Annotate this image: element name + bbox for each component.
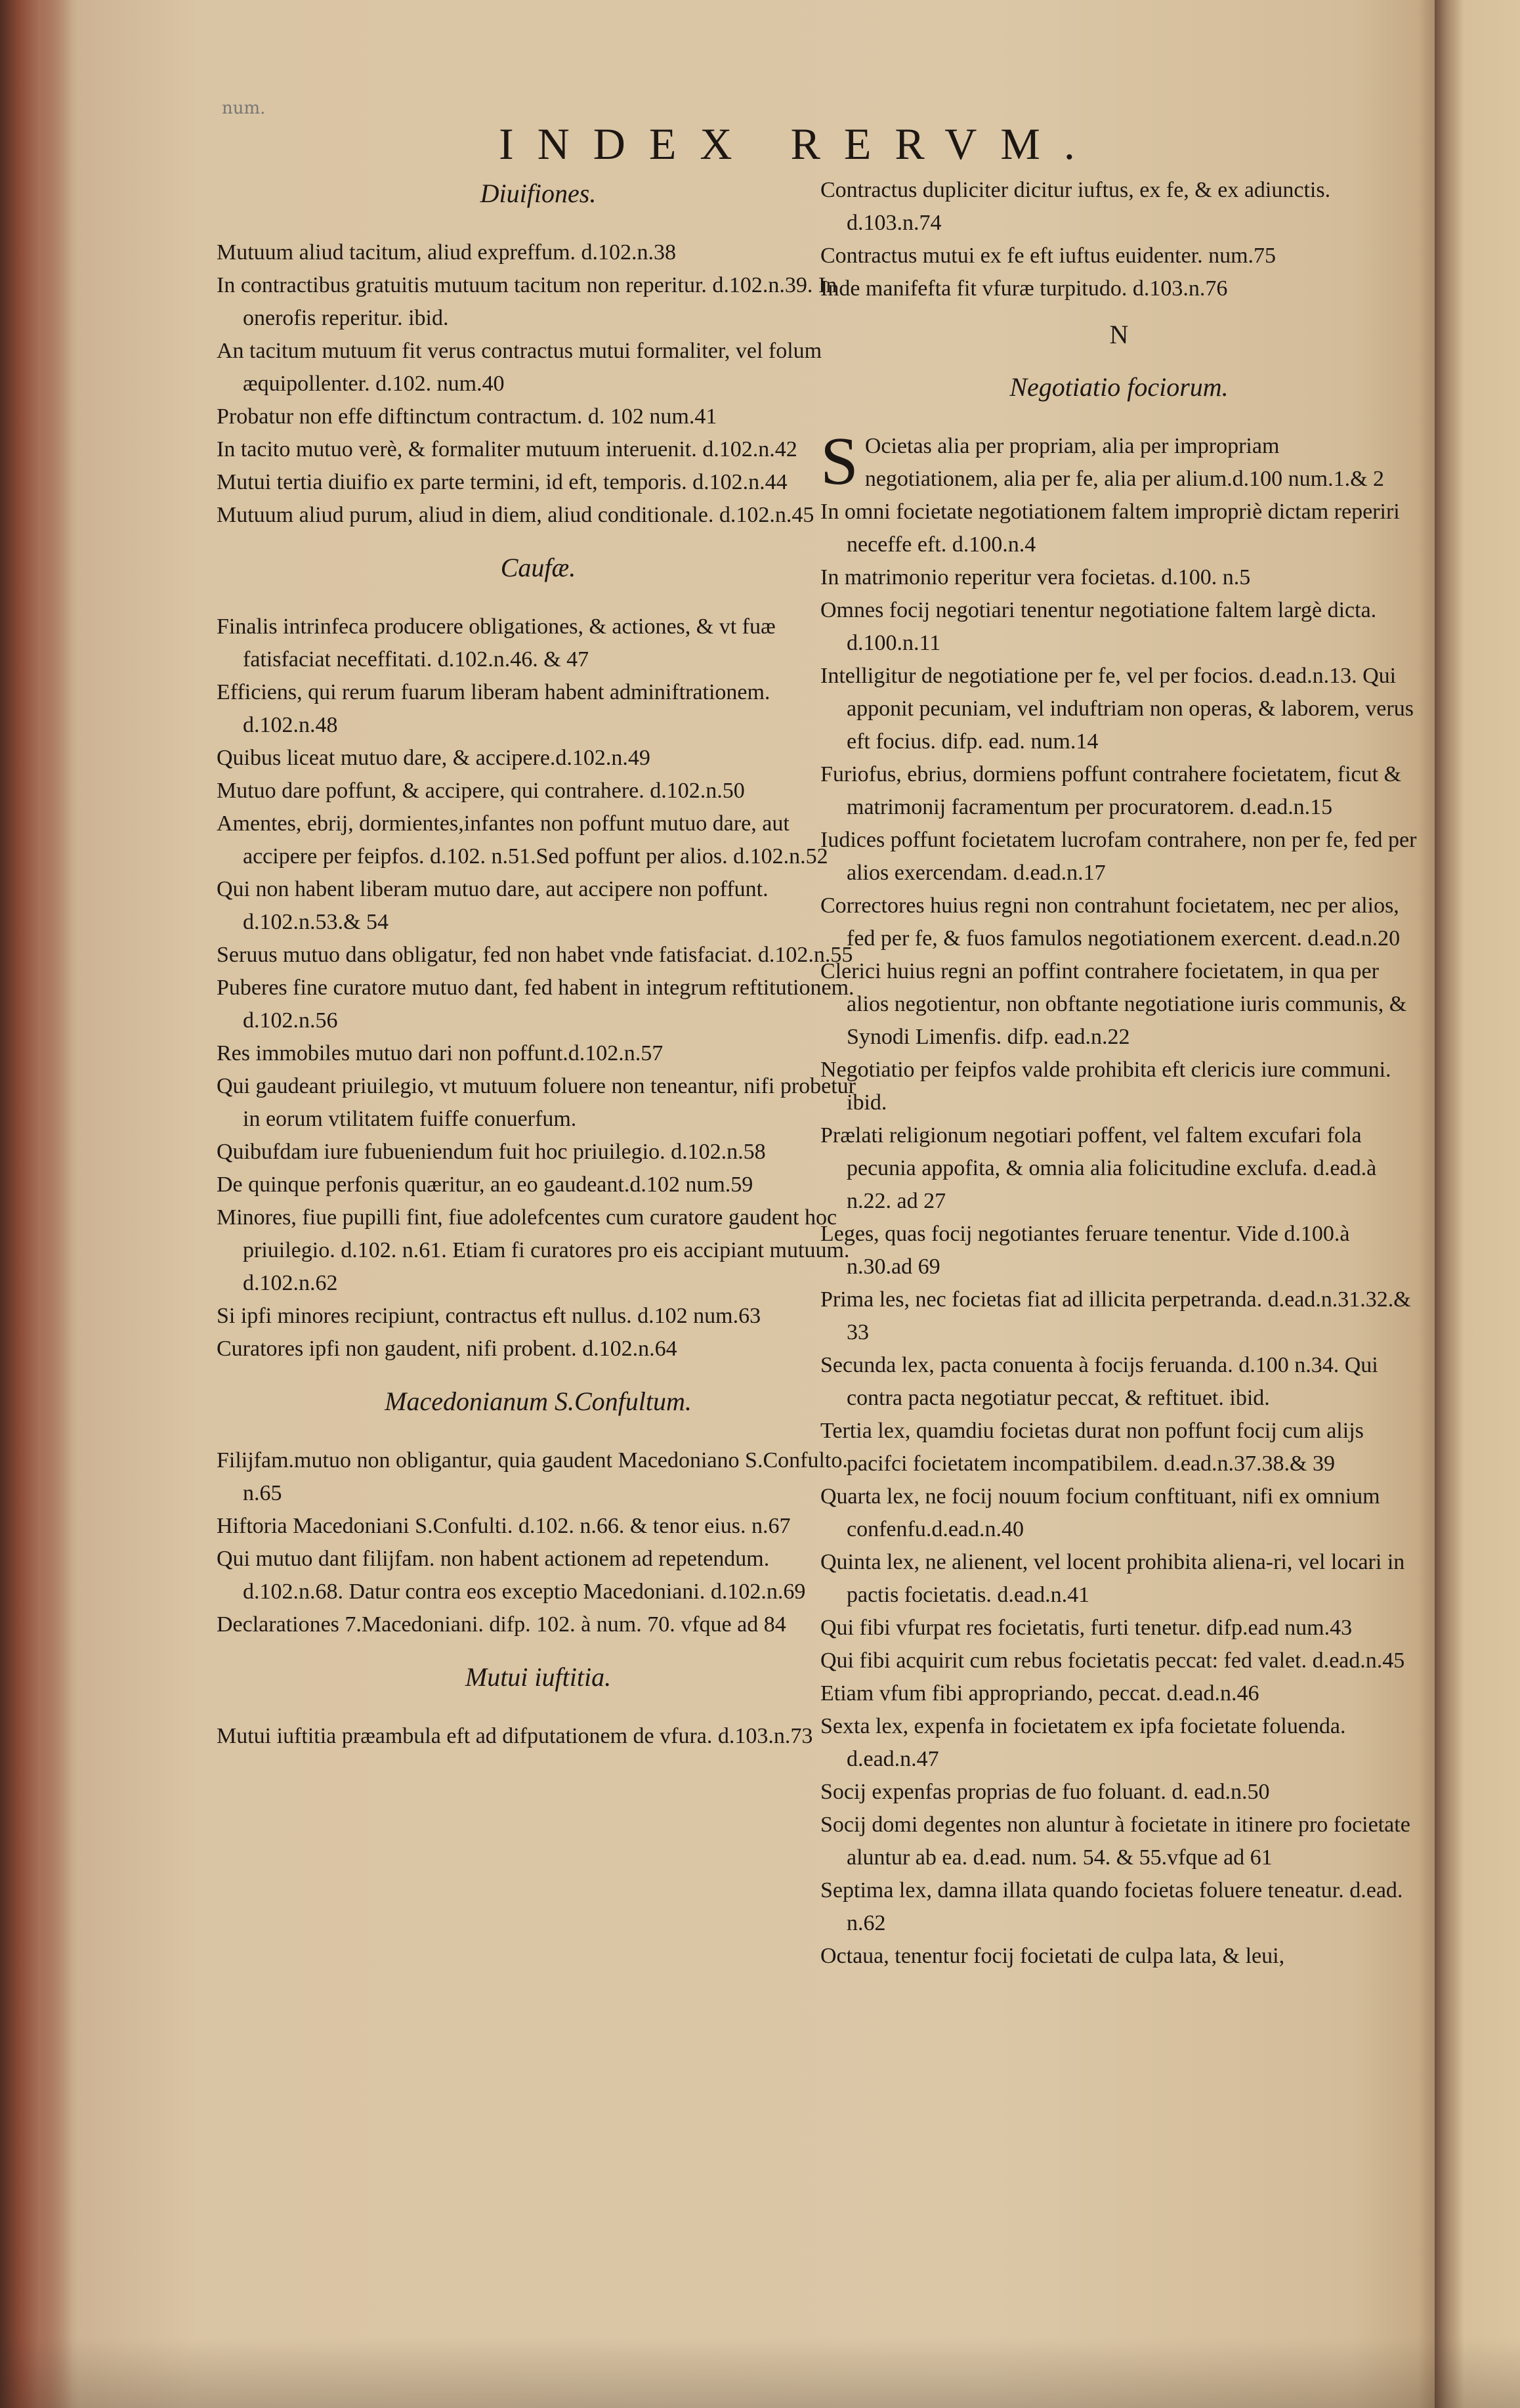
index-entry: Socij domi degentes non aluntur à focietate in itinere pro focietate aluntur ab ea. d.ead. num. 54. & 55.vfque ad 61 <box>820 1813 1410 1870</box>
index-entry: Iudices poffunt focietatem lucrofam contrahere, non per fe, fed per alios exercendam. d.ead.n.17 <box>820 828 1417 885</box>
index-entry: Puberes fine curatore mutuo dant, fed habent in integrum reftitutionem. d.102.n.56 <box>217 976 855 1033</box>
index-entry: Tertia lex, quamdiu focietas durat non poffunt focij cum alijs pacifci focietatem incompatibilem. d.ead.n.37.38.& 39 <box>820 1419 1364 1476</box>
index-entry: Filijfam.mutuo non obligantur, quia gaudent Macedoniano S.Confulto. n.65 <box>217 1448 848 1505</box>
index-entry: Mutui iuftitia præambula eft ad difputationem de vfura. d.103.n.73 <box>217 1724 813 1748</box>
index-entry: Etiam vfum fibi appropriando, peccat. d.ead.n.46 <box>820 1681 1259 1706</box>
index-entry: Contractus dupliciter dicitur iuftus, ex fe, & ex adiunctis. d.103.n.74 <box>820 178 1331 235</box>
index-entry: Intelligitur de negotiatione per fe, vel per focios. d.ead.n.13. Qui apponit pecuniam, vel induftriam non operas, & laborem, verus eft focius. difp. ead. num.14 <box>820 664 1414 754</box>
index-entry: Probatur non effe diftinctum contractum. d. 102 num.41 <box>217 404 717 429</box>
page-title: INDEX RERVM. <box>499 119 1099 169</box>
index-entry: Qui fibi vfurpat res focietatis, furti tenetur. difp.ead num.43 <box>820 1616 1353 1640</box>
index-entry: Inde manifefta fit vfuræ turpitudo. d.103.n.76 <box>820 276 1228 301</box>
index-entry: Si ipfi minores recipiunt, contractus eft nullus. d.102 num.63 <box>217 1304 761 1328</box>
entry-text: Ocietas alia per propriam, alia per impropriam negotiationem, alia per fe, alia per alium.d.100 num.1.& 2 <box>864 434 1385 491</box>
index-entry: Qui gaudeant priuilegio, vt mutuum foluere non teneantur, nifi probetur in eorum vtilitatem fuiffe conuerfum. <box>217 1074 856 1131</box>
index-entry: Clerici huius regni an poffint contrahere focietatem, in qua per alios negotientur, non obftante negotiatione iuris communis, & Synodi Limenfis. difp. ead.n.22 <box>820 959 1407 1049</box>
index-entry: Qui non habent liberam mutuo dare, aut accipere non poffunt. d.102.n.53.& 54 <box>217 877 769 934</box>
drop-cap: S <box>820 423 858 499</box>
index-entry: Quibufdam iure fubueniendum fuit hoc priuilegio. d.102.n.58 <box>217 1140 766 1164</box>
index-entry: Quinta lex, ne alienent, vel locent prohibita aliena-ri, vel locari in pactis focietatis. d.ead.n.41 <box>820 1550 1405 1607</box>
index-entry: Seruus mutuo dans obligatur, fed non habet vnde fatisfaciat. d.102.n.55 <box>217 943 853 967</box>
index-entry: Hiftoria Macedoniani S.Confulti. d.102. n.66. & tenor eius. n.67 <box>217 1514 791 1538</box>
index-entry: Mutui tertia diuifio ex parte termini, id eft, temporis. d.102.n.44 <box>217 470 788 494</box>
index-entry: Leges, quas focij negotiantes feruare tenentur. Vide d.100.à n.30.ad 69 <box>820 1222 1350 1279</box>
index-entry: Socij expenfas proprias de fuo foluant. d. ead.n.50 <box>820 1780 1270 1804</box>
index-entry: Qui mutuo dant filijfam. non habent actionem ad repetendum. d.102.n.68. Datur contra eos exceptio Macedoniani. d.102.n.69 <box>217 1547 806 1604</box>
index-entry: Correctores huius regni non contrahunt focietatem, nec per alios, fed per fe, & fuos famulos negotiationem exercent. d.ead.n.20 <box>820 893 1401 951</box>
index-entry: Res immobiles mutuo dari non poffunt.d.102.n.57 <box>217 1041 664 1065</box>
index-entry: Curatores ipfi non gaudent, nifi probent. d.102.n.64 <box>217 1337 677 1361</box>
letter-heading: N <box>1109 320 1129 349</box>
section-heading: Diuifiones. <box>480 179 597 208</box>
index-entry: Mutuum aliud purum, aliud in diem, aliud conditionale. d.102.n.45 <box>217 503 814 527</box>
index-entry: Mutuo dare poffunt, & accipere, qui contrahere. d.102.n.50 <box>217 779 745 803</box>
index-entry: Declarationes 7.Macedoniani. difp. 102. à num. 70. vfque ad 84 <box>217 1612 786 1637</box>
left-column <box>217 177 860 1753</box>
index-entry: De quinque perfonis quæritur, an eo gaudeant.d.102 num.59 <box>217 1172 753 1197</box>
index-entry: Minores, fiue pupilli fint, fiue adolefcentes cum curatore gaudent hoc priuilegio. d.102. n.61. Etiam fi curatores pro eis accipiant mutuum. d.102.n.62 <box>217 1205 850 1295</box>
index-entry: In matrimonio reperitur vera focietas. d.100. n.5 <box>820 565 1251 590</box>
index-entry: Quarta lex, ne focij nouum focium conftituant, nifi ex omnium confenfu.d.ead.n.40 <box>820 1484 1380 1541</box>
right-column <box>820 174 1418 1973</box>
section-heading: Caufæ. <box>500 553 576 582</box>
index-entry: Negotiatio per feipfos valde prohibita eft clericis iure communi. ibid. <box>820 1058 1391 1115</box>
section-heading: Macedonianum S.Confultum. <box>385 1387 692 1416</box>
section-heading: Mutui iuftitia. <box>465 1662 612 1692</box>
index-entry: Prima les, nec focietas fiat ad illicita perpetranda. d.ead.n.31.32.& 33 <box>820 1287 1411 1344</box>
section-heading: Negotiatio fociorum. <box>1009 372 1229 402</box>
index-entry: Octaua, tenentur focij focietati de culpa lata, & leui, <box>820 1944 1285 1968</box>
index-entry <box>820 423 1418 499</box>
index-entry: Septima lex, damna illata quando focietas foluere teneatur. d.ead. n.62 <box>820 1878 1403 1935</box>
index-entry: Amentes, ebrij, dormientes,infantes non poffunt mutuo dare, aut accipere per feipfos. d.102. n.51.Sed poffunt per alios. d.102.n.52 <box>217 811 828 869</box>
index-entry: Quibus liceat mutuo dare, & accipere.d.102.n.49 <box>217 746 650 770</box>
index-entry: In contractibus gratuitis mutuum tacitum non reperitur. d.102.n.39. In onerofis reperitur. ibid. <box>217 273 837 330</box>
index-entry: Secunda lex, pacta conuenta à focijs feruanda. d.100 n.34. Qui contra pacta negotiatur peccat, & reftituet. ibid. <box>820 1353 1378 1410</box>
index-entry: Mutuum aliud tacitum, aliud expreffum. d.102.n.38 <box>217 240 677 265</box>
index-entry: An tacitum mutuum fit verus contractus mutui formaliter, vel folum æquipollenter. d.102. num.40 <box>217 339 822 396</box>
folio-mark: num. <box>222 98 266 118</box>
index-entry: Efficiens, qui rerum fuarum liberam habent adminiftrationem. d.102.n.48 <box>217 680 771 737</box>
index-entry: Furiofus, ebrius, dormiens poffunt contrahere focietatem, ficut & matrimonij facramentum per procuratorem. d.ead.n.15 <box>820 762 1402 819</box>
index-entry: Qui fibi acquirit cum rebus focietatis peccat: fed valet. d.ead.n.45 <box>820 1648 1405 1673</box>
index-entry: Finalis intrinfeca producere obligationes, & actiones, & vt fuæ fatisfaciat neceffitati. d.102.n.46. & 47 <box>217 614 776 672</box>
index-entry: Sexta lex, expenfa in focietatem ex ipfa focietate foluenda. d.ead.n.47 <box>820 1714 1346 1771</box>
index-entry: Omnes focij negotiari tenentur negotiatione faltem largè dicta. d.100.n.11 <box>820 598 1377 655</box>
index-entry: Prælati religionum negotiari poffent, vel faltem excufari fola pecunia appofita, & omnia alia folicitudine exclufa. d.ead.à n.22. ad 27 <box>820 1123 1377 1213</box>
index-entry: In omni focietate negotiationem faltem impropriè dictam reperiri neceffe eft. d.100.n.4 <box>820 500 1400 557</box>
index-entry: Contractus mutui ex fe eft iuftus euidenter. num.75 <box>820 244 1277 268</box>
index-entry: In tacito mutuo verè, & formaliter mutuum interuenit. d.102.n.42 <box>217 437 797 462</box>
